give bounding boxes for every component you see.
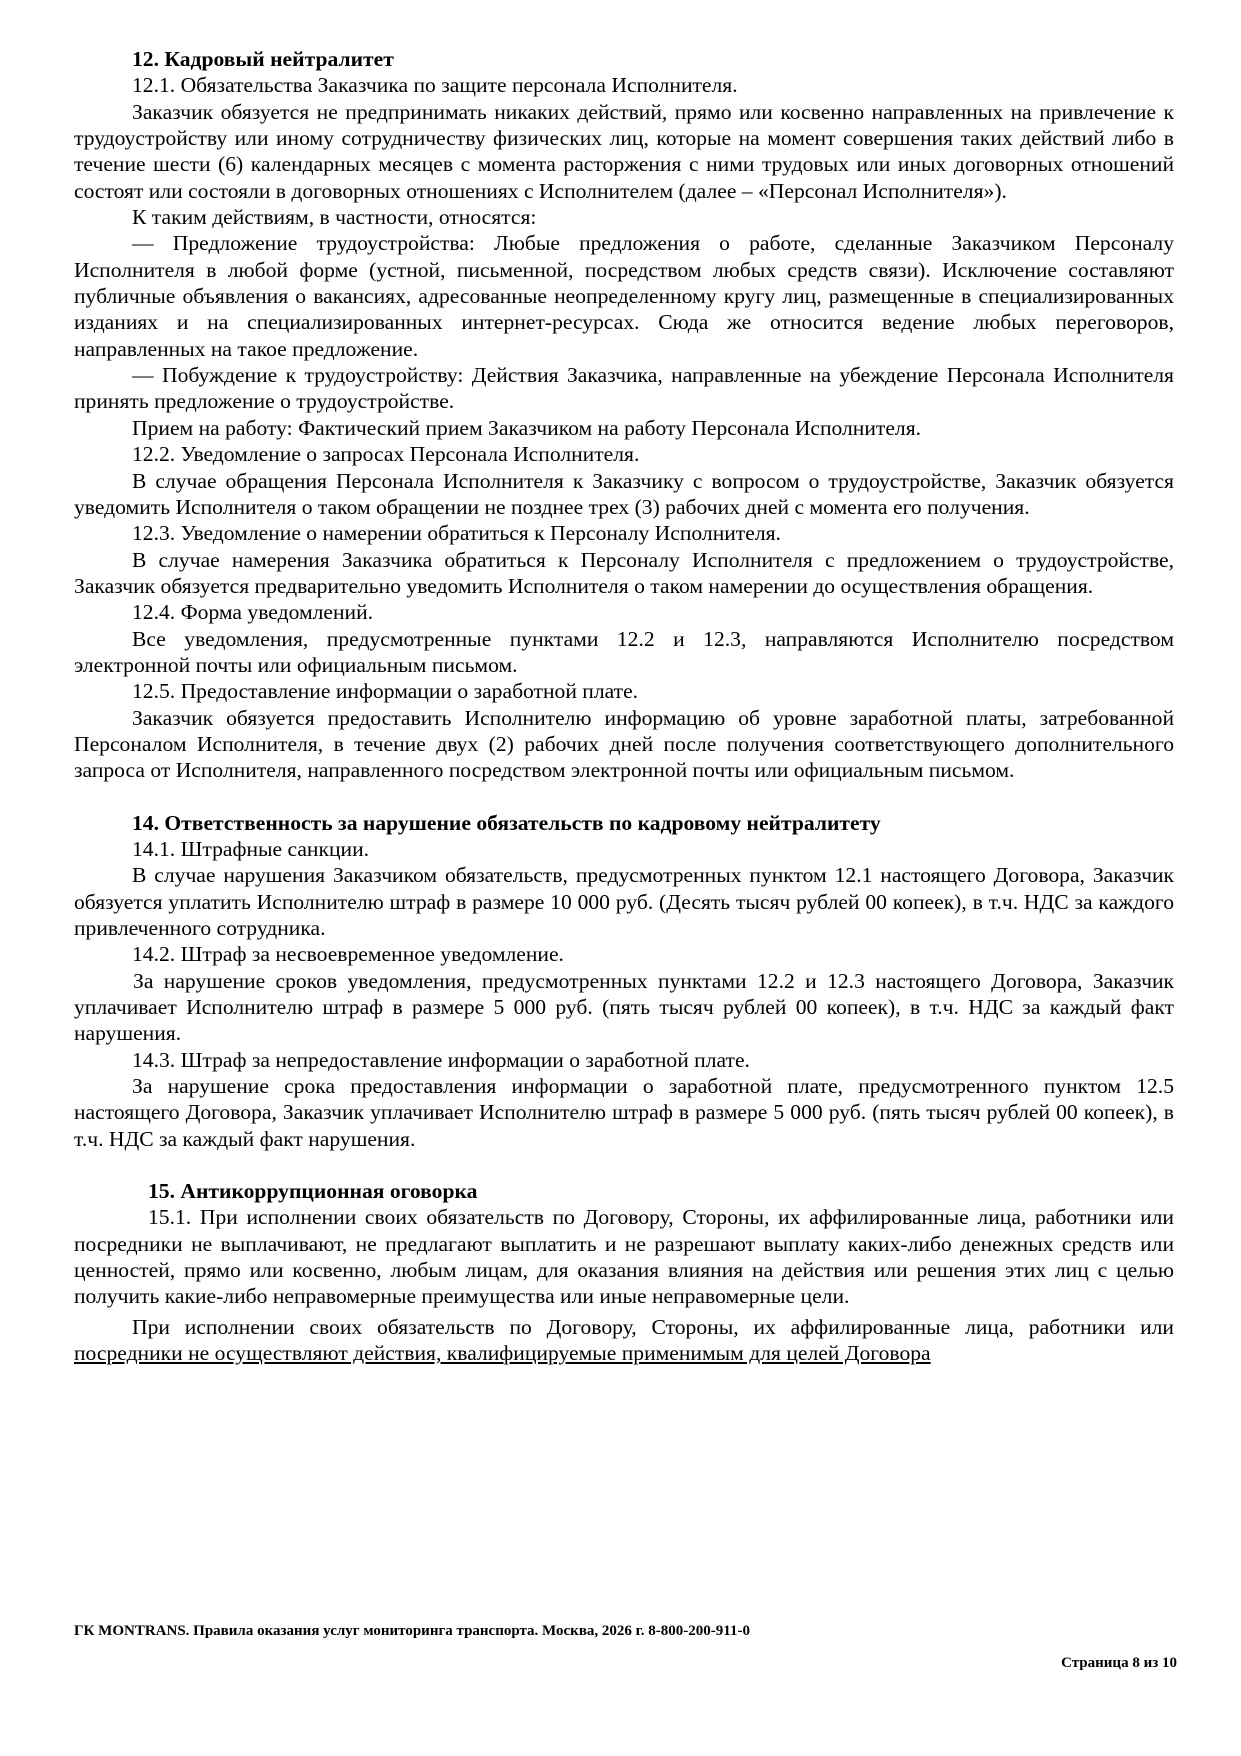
hiring-item: Прием на работу: Фактический прием Заказчиком на работу Персонала Исполнителя.: [132, 415, 922, 440]
clause-12-4-text: Все уведомления, предусмотренные пунктами 12.2 и 12.3, направляются Исполнителю посредством электронной почты или официальным письмом.: [74, 626, 1174, 677]
clause-15-2-part-b-underlined: посредники не осуществляют действия, квалифицируемые применимым для целей Договора: [74, 1341, 931, 1366]
spacer: [74, 784, 1174, 810]
clause-12-5-title: 12.5. Предоставление информации о заработной плате.: [132, 679, 639, 704]
clause-14-3-title: 14.3. Штраф за непредоставление информации о заработной плате.: [132, 1047, 750, 1072]
actions-intro: К таким действиям, в частности, относятся:: [132, 205, 537, 230]
dash-item-job-offer: — Предложение трудоустройства: Любые предложения о работе, сделанные Заказчиком Персоналу Исполнителя в любой форме (устной, письменной, посредством любых средств связи). Исключение составляют публичные объявления о вакансиях, адресованные неопределенному кругу лиц, размещенные в специализированных изданиях и на специализированных интернет-ресурсах. Сюда же относится ведение любых переговоров, направленных на такое предложение.: [74, 231, 1174, 361]
clause-15-2-part-a: При исполнении своих обязательств по Договору, Стороны, их аффилированные лица, работники или: [132, 1314, 1174, 1339]
clause-14-2-text: За нарушение сроков уведомления, предусмотренных пунктами 12.2 и 12.3 настоящего Договора, Заказчик уплачивает Исполнителю штраф в размере 5 000 руб. (пять тысяч рублей 00 копеек), в т.ч. НДС за каждый факт нарушения.: [74, 968, 1174, 1046]
section-14-heading: 14. Ответственность за нарушение обязательств по кадровому нейтралитету: [132, 810, 881, 835]
footer-company-line: ГК MONTRANS. Правила оказания услуг мониторинга транспорта. Москва, 2026 г. 8-800-200-911-0: [74, 1623, 750, 1639]
clause-12-1-text: Заказчик обязуется не предпринимать никаких действий, прямо или косвенно направленных на привлечение к трудоустройству или иному сотрудничеству физических лиц, которые на момент совершения таких действий либо в течение шести (6) календарных месяцев с момента расторжения с ними трудовых или иных договорных отношений состоят или состояли в договорных отношениях с Исполнителем (далее – «Персонал Исполнителя»).: [74, 99, 1174, 203]
section-15-heading: 15. Антикоррупционная оговорка: [148, 1179, 478, 1204]
clause-14-1-text: В случае нарушения Заказчиком обязательств, предусмотренных пунктом 12.1 настоящего Договора, Заказчик обязуется уплатить Исполнителю штраф в размере 10 000 руб. (Десять тысяч рублей 00 копеек), в т.ч. НДС за каждого привлеченного сотрудника.: [74, 863, 1174, 940]
clause-12-2-title: 12.2. Уведомление о запросах Персонала Исполнителя.: [132, 442, 640, 467]
spacer: [74, 1152, 1174, 1178]
clause-12-4-title: 12.4. Форма уведомлений.: [132, 600, 374, 625]
clause-12-3-text: В случае намерения Заказчика обратиться к Персоналу Исполнителя с предложением о трудоустройстве, Заказчик обязуется предварительно уведомить Исполнителя о таком намерении до осуществления обращения.: [74, 547, 1174, 598]
clause-14-1-title: 14.1. Штрафные санкции.: [132, 836, 370, 861]
clause-14-2-title: 14.2. Штраф за несвоевременное уведомление.: [132, 942, 564, 967]
clause-12-2-text: В случае обращения Персонала Исполнителя к Заказчику с вопросом о трудоустройстве, Заказчик обязуется уведомить Исполнителя о таком обращении не позднее трех (3) рабочих дней с момента его получения.: [74, 468, 1174, 519]
section-12-heading: 12. Кадровый нейтралитет: [132, 47, 394, 71]
document-page: [74, 46, 1174, 1367]
footer-page-number: Страница 8 из 10: [1061, 1655, 1177, 1671]
clause-12-3-title: 12.3. Уведомление о намерении обратиться к Персоналу Исполнителя.: [132, 521, 781, 546]
clause-12-1-title: 12.1. Обязательства Заказчика по защите персонала Исполнителя.: [132, 73, 738, 98]
clause-12-5-text: Заказчик обязуется предоставить Исполнителю информацию об уровне заработной платы, затребованной Персоналом Исполнителя, в течение двух (2) рабочих дней после получения соответствующего дополнительного запроса от Исполнителя, направленного посредством электронной почты или официальным письмом.: [74, 705, 1174, 783]
clause-15-1-text: 15.1. При исполнении своих обязательств по Договору, Стороны, их аффилированные лица, работники или посредники не выплачивают, не предлагают выплатить и не разрешают выплату каких-либо денежных средств или ценностей, прямо или косвенно, любым лицам, для оказания влияния на действия или решения этих лиц с целью получить какие-либо неправомерные преимущества или иные неправомерные цели.: [74, 1205, 1174, 1309]
clause-15-2-text: [74, 1314, 1174, 1367]
dash-item-inducement: — Побуждение к трудоустройству: Действия Заказчика, направленные на убеждение Персонала Исполнителя принять предложение о трудоустройстве.: [74, 363, 1174, 414]
clause-14-3-text: За нарушение срока предоставления информации о заработной плате, предусмотренного пунктом 12.5 настоящего Договора, Заказчик уплачивает Исполнителю штраф в размере 5 000 руб. (пять тысяч рублей 00 копеек), в т.ч. НДС за каждый факт нарушения.: [74, 1074, 1174, 1151]
